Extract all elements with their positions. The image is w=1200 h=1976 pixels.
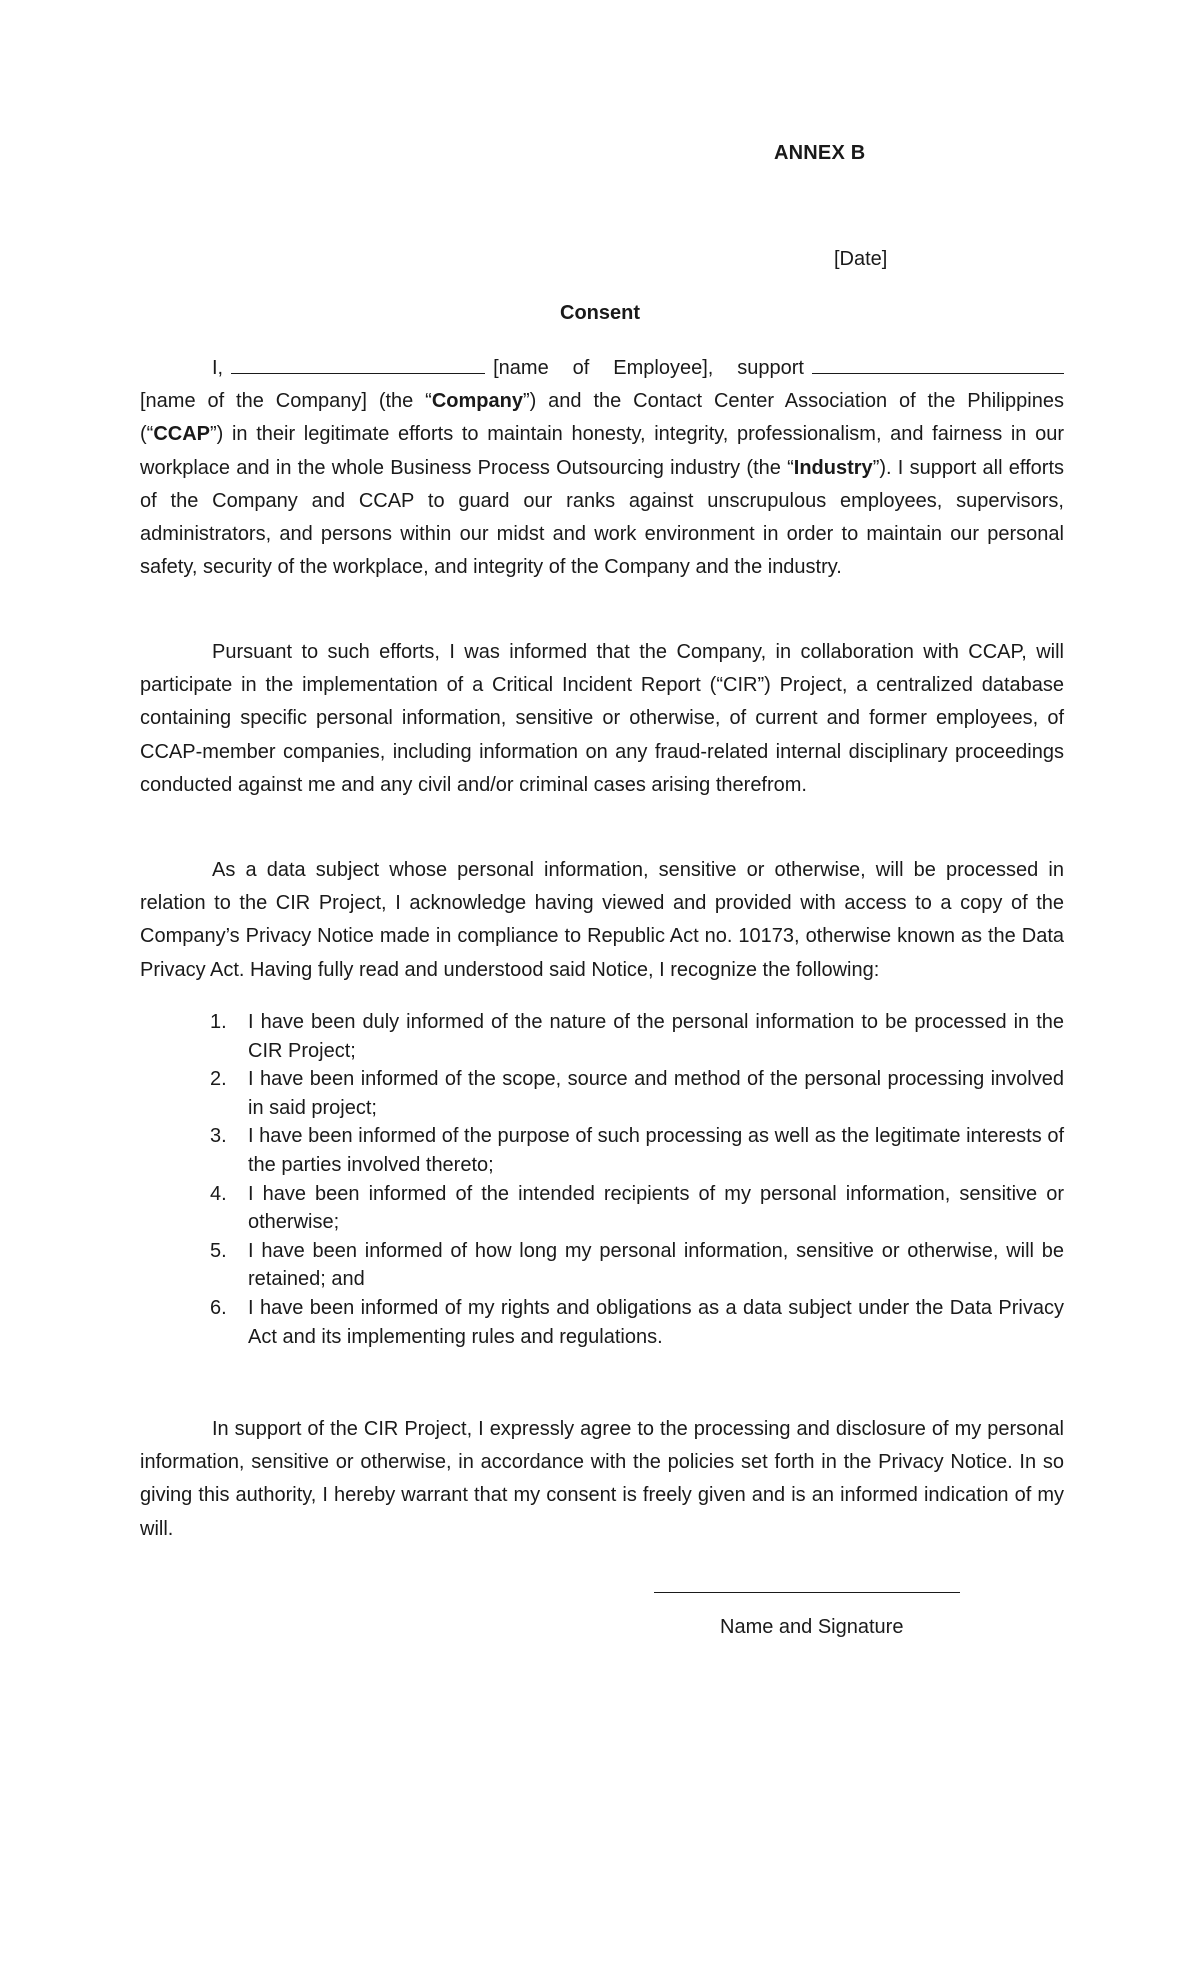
list-item-text: I have been informed of the intended recipients of my personal information, sensitive or otherwise; bbox=[248, 1182, 1064, 1234]
consent-paragraph-1 bbox=[140, 352, 1064, 584]
signature-line bbox=[654, 1592, 960, 1593]
list-item-number: 3. bbox=[210, 1125, 227, 1148]
list-item-number: 2. bbox=[210, 1068, 227, 1091]
list-item-number: 6. bbox=[210, 1296, 227, 1319]
consent-paragraph-2: Pursuant to such efforts, I was informed that the Company, in collaboration with CCAP, will participate in the implementation of a Critical Incident Report (“CIR”) Project, a centralized database containing specific personal information, sensitive or otherwise, of current and former employees, of CCAP-member companies, including information on any fraud-related internal disciplinary proceedings conducted against me and any civil and/or criminal cases arising therefrom. bbox=[140, 641, 1064, 796]
list-item-text: I have been informed of how long my personal information, sensitive or otherwise, will be retained; and bbox=[248, 1239, 1064, 1291]
p1-text-3: [name of the Company] (the “ bbox=[140, 390, 432, 413]
list-item-number: 4. bbox=[210, 1182, 227, 1205]
list-item bbox=[210, 1065, 1064, 1122]
p1-text-2: [name of Employee], support bbox=[493, 357, 804, 379]
list-item-text: I have been duly informed of the nature of the personal information to be processed in the CIR Project; bbox=[248, 1011, 1064, 1062]
signature-label: Name and Signature bbox=[720, 1616, 904, 1638]
list-item bbox=[210, 1008, 1064, 1065]
list-item bbox=[210, 1294, 1064, 1351]
date-placeholder: [Date] bbox=[834, 248, 888, 270]
employee-name-blank bbox=[231, 353, 485, 374]
list-item bbox=[210, 1237, 1064, 1294]
list-item-text: I have been informed of my rights and obligations as a data subject under the Data Privacy Act and its implementing rules and regulations. bbox=[248, 1296, 1064, 1348]
acknowledgement-list bbox=[210, 1008, 1064, 1351]
list-item bbox=[210, 1180, 1064, 1237]
p1-text-1: I, bbox=[212, 357, 224, 379]
p1-text-6: ”). I support all efforts of the Company and CCAP to guard our ranks against unscrupulous employees, supervisors, administrators, and persons within our midst and work environment in order to maintain our personal safety, security of the workplace, and integrity of the Company and the industry. bbox=[140, 456, 1064, 579]
consent-paragraph-3: As a data subject whose personal information, sensitive or otherwise, will be processed in relation to the CIR Project, I acknowledge having viewed and provided with access to a copy of the Company’s Privacy Notice made in compliance to Republic Act no. 10173, otherwise known as the Data Privacy Act. Having fully read and understood said Notice, I recognize the following: bbox=[140, 859, 1064, 981]
industry-term: Industry bbox=[793, 456, 873, 479]
ccap-term: CCAP bbox=[153, 423, 210, 446]
list-item-number: 5. bbox=[210, 1239, 227, 1262]
list-item bbox=[210, 1122, 1064, 1179]
document-title: Consent bbox=[560, 302, 640, 324]
list-item-number: 1. bbox=[210, 1011, 227, 1033]
company-name-blank bbox=[812, 353, 1064, 374]
list-item-text: I have been informed of the scope, source and method of the personal processing involved in said project; bbox=[248, 1068, 1064, 1119]
list-item-text: I have been informed of the purpose of such processing as well as the legitimate interests of the parties involved thereto; bbox=[248, 1125, 1064, 1176]
p1-text-4: ”) and the Contact Center Association of the Philippines (“ bbox=[140, 390, 1064, 446]
annex-heading: ANNEX B bbox=[774, 142, 866, 164]
company-term: Company bbox=[431, 390, 523, 413]
consent-paragraph-4: In support of the CIR Project, I expressly agree to the processing and disclosure of my personal information, sensitive or otherwise, in accordance with the policies set forth in the Privacy Notice. In so giving this authority, I hereby warrant that my consent is freely given and is an informed indication of my will. bbox=[140, 1418, 1064, 1540]
p1-text-5: ”) in their legitimate efforts to maintain honesty, integrity, professionalism, and fairness in our workplace and in the whole Business Process Outsourcing industry (the “ bbox=[140, 423, 1064, 479]
